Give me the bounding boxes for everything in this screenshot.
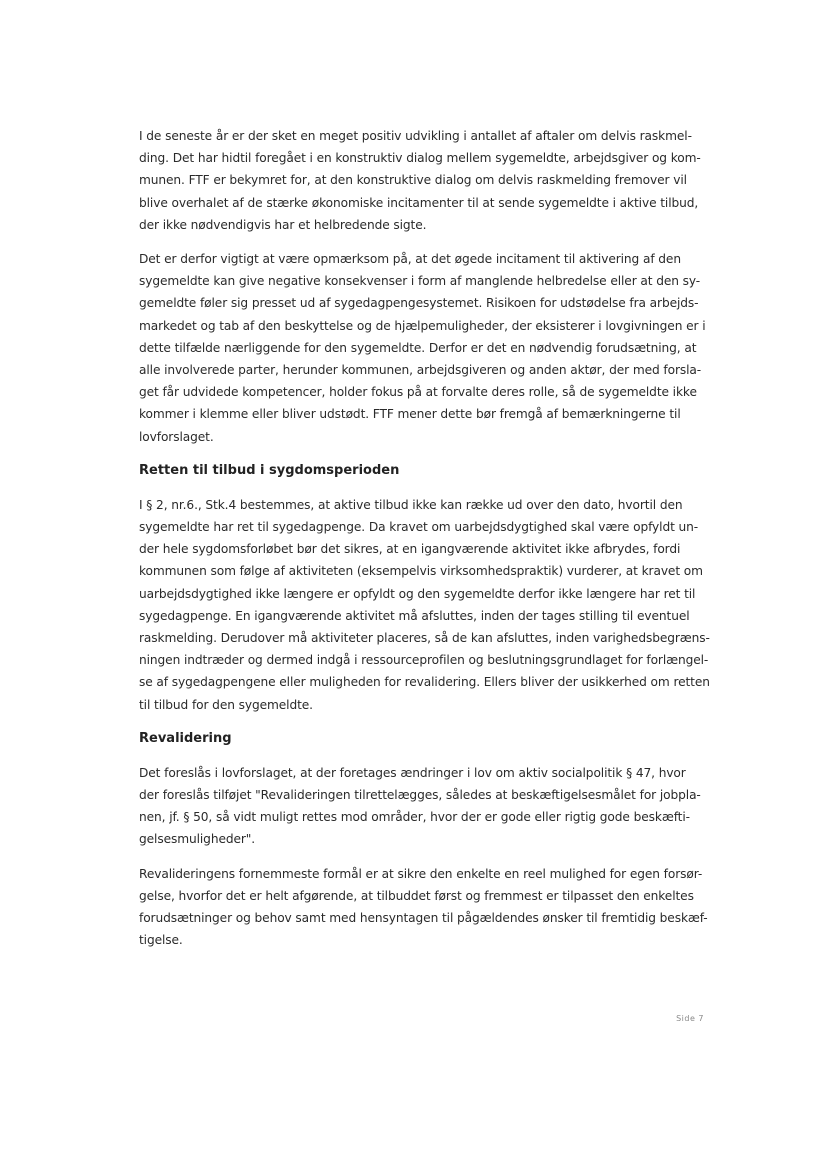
text-line: dette tilfælde nærliggende for den sygemeldte. Derfor er det en nødvendig forudsætning, at: [139, 340, 697, 355]
text-line: der foreslås tilføjet "Revalideringen tilrettelægges, således at beskæftigelsesmålet for jobpla-: [139, 788, 701, 803]
text-line: der ikke nødvendigvis har et helbredende sigte.: [139, 217, 427, 232]
page-number: Side 7: [676, 1014, 704, 1023]
text-line: I de seneste år er der sket en meget positiv udvikling i antallet af aftaler om delvis raskmel-: [139, 129, 692, 143]
text-line: ding. Det har hidtil foregået i en konstruktiv dialog mellem sygemeldte, arbejdsgiver og kom-: [139, 151, 701, 166]
text-line: Revalideringens fornemmeste formål er at sikre den enkelte en reel mulighed for egen forsør-: [139, 866, 703, 881]
text-line: alle involverede parter, herunder kommunen, arbejdsgiveren og anden aktør, der med forsla-: [139, 363, 702, 378]
text-line: markedet og tab af den beskyttelse og de hjælpemuligheder, der eksisterer i lovgivningen er i: [139, 318, 706, 333]
text-line: gemeldte føler sig presset ud af sygedagpengesystemet. Risikoen for udstødelse fra arbejds-: [139, 296, 699, 311]
section-heading-sickness-period: Retten til tilbud i sygdomsperioden: [139, 462, 400, 478]
text-line: lovforslaget.: [139, 429, 214, 444]
text-line: blive overhalet af de stærke økonomiske incitamenter til at sende sygemeldte i aktive tilbud,: [139, 195, 699, 210]
text-line: raskmelding. Derudover må aktiviteter placeres, så de kan afsluttes, inden varighedsbegræns-: [139, 631, 710, 646]
text-line: forudsætninger og behov samt med hensyntagen til pågældendes ønsker til fremtidig beskæf-: [139, 911, 708, 926]
text-line: sygemeldte har ret til sygedagpenge. Da kravet om uarbejdsdygtighed skal være opfyldt un-: [139, 520, 699, 535]
text-line: se af sygedagpengene eller muligheden for revalidering. Ellers bliver der usikkerhed om retten: [139, 675, 710, 690]
paragraph-2: [139, 248, 705, 448]
text-line: gelsesmuligheder".: [139, 832, 256, 847]
text-line: uarbejdsdygtighed ikke længere er opfyldt og den sygemeldte derfor ikke længere har ret til: [139, 586, 696, 601]
text-line: kommer i klemme eller bliver udstødt. FTF mener dette bør fremgå af bemærkningerne til: [139, 407, 681, 422]
text-line: nen, jf. § 50, så vidt muligt rettes mod områder, hvor der er gode eller rigtig gode beskæfti-: [139, 810, 690, 825]
text-line: der hele sygdomsforløbet bør det sikres, at en igangværende aktivitet ikke afbrydes, fordi: [139, 542, 681, 557]
text-line: sygedagpenge. En igangværende aktivitet må afsluttes, inden der tages stilling til eventuel: [139, 608, 690, 623]
paragraph-3: [139, 494, 710, 716]
text-line: Det foreslås i lovforslaget, at der foretages ændringer i lov om aktiv socialpolitik § 47, hvor: [139, 765, 686, 780]
text-line: munen. FTF er bekymret for, at den konstruktive dialog om delvis raskmelding fremover vil: [139, 173, 687, 188]
section-heading-revalidering: Revalidering: [139, 730, 232, 746]
paragraph-4: [139, 762, 705, 851]
text-line: til tilbud for den sygemeldte.: [139, 697, 313, 712]
paragraph-1: [139, 125, 705, 236]
text-line: kommunen som følge af aktiviteten (eksempelvis virksomhedspraktik) vurderer, at kravet om: [139, 564, 703, 579]
paragraph-5: [139, 863, 708, 952]
text-line: get får udvidede kompetencer, holder fokus på at forvalte deres rolle, så de sygemeldte ikke: [139, 385, 697, 400]
text-line: I § 2, nr.6., Stk.4 bestemmes, at aktive tilbud ikke kan række ud over den dato, hvortil den: [139, 497, 683, 512]
text-line: tigelse.: [139, 933, 183, 948]
text-line: Det er derfor vigtigt at være opmærksom på, at det øgede incitament til aktivering af den: [139, 252, 681, 267]
text-line: gelse, hvorfor det er helt afgørende, at tilbuddet først og fremmest er tilpasset den enkeltes: [139, 888, 694, 903]
text-line: sygemeldte kan give negative konsekvenser i form af manglende helbredelse eller at den sy-: [139, 274, 701, 289]
text-line: ningen indtræder og dermed indgå i ressourceprofilen og beslutningsgrundlaget for forlængel-: [139, 653, 709, 668]
document-body: [139, 125, 710, 952]
